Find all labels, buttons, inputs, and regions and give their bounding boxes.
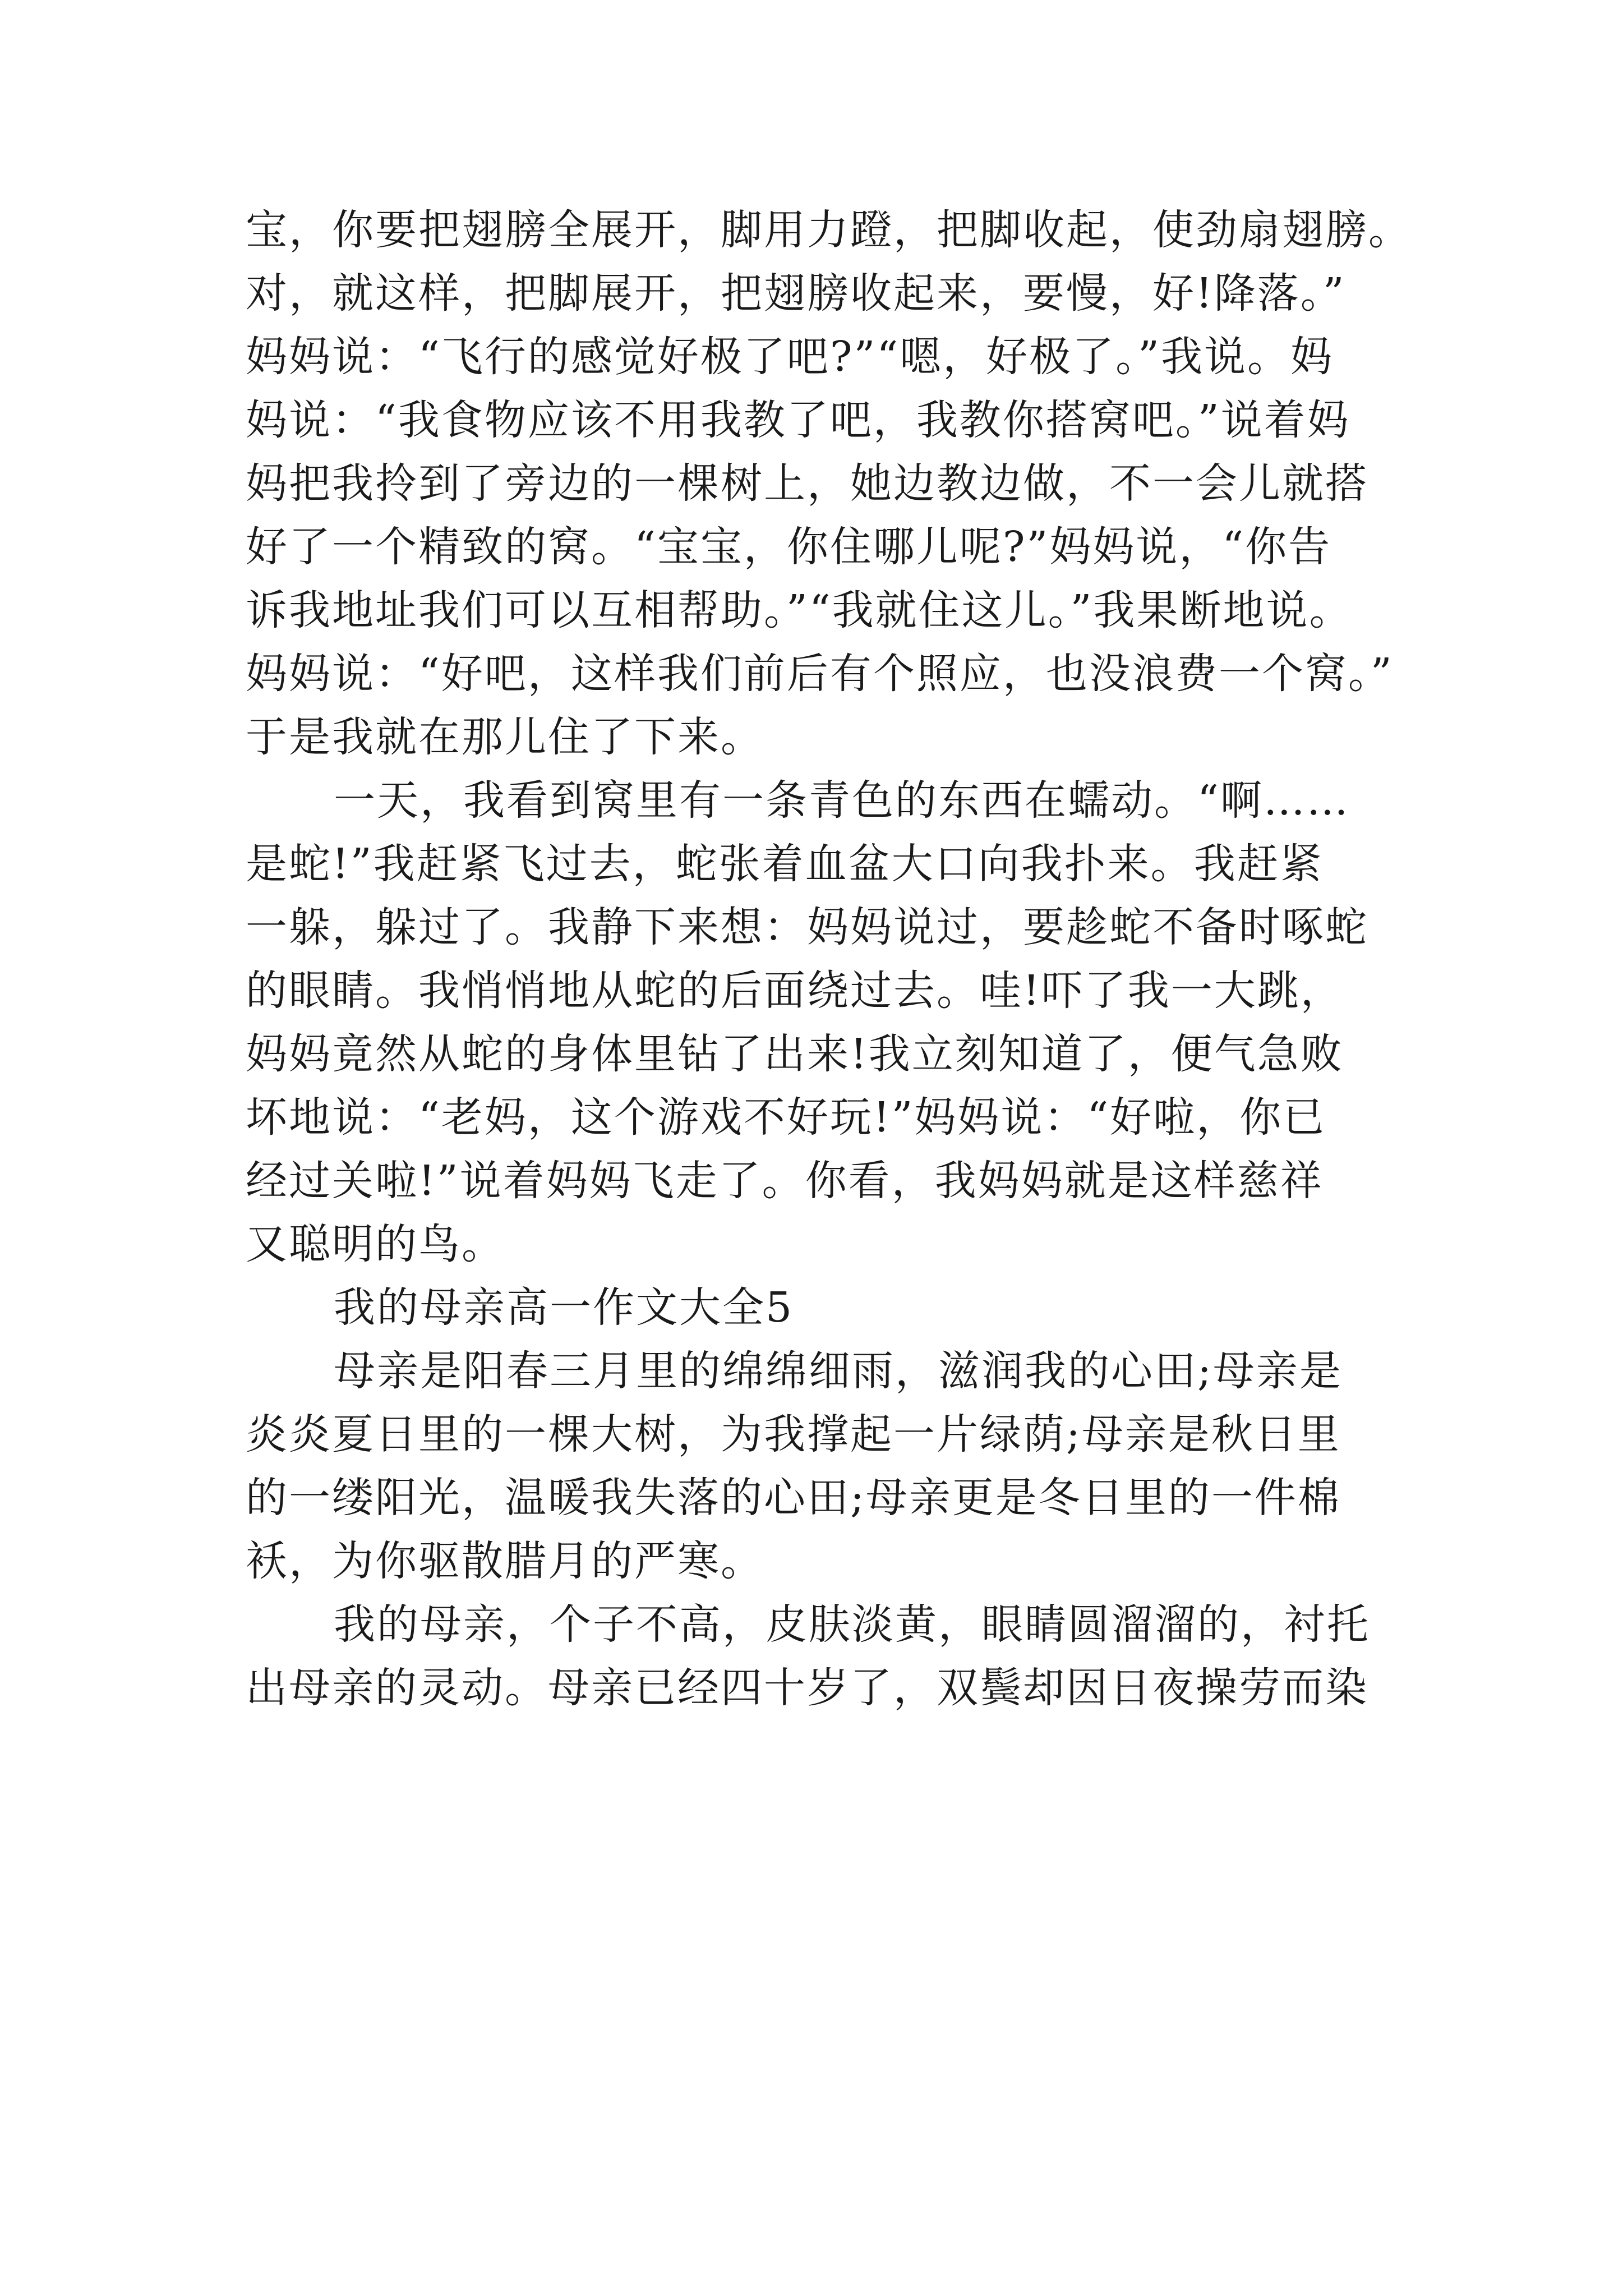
text-line: 的眼睛。我悄悄地从蛇的后面绕过去。哇!吓了我一大跳， [246, 967, 1344, 1015]
text-line: 炎炎夏日里的一棵大树，为我撑起一片绿荫;母亲是秋日里 [246, 1410, 1341, 1458]
paragraph-start-line: 一天，我看到窝里有一条青色的东西在蠕动。“啊…… [334, 776, 1350, 825]
text-line: 坏地说：“老妈，这个游戏不好玩!”妈妈说：“好啦，你已 [246, 1093, 1326, 1142]
text-line: 妈把我拎到了旁边的一棵树上，她边教边做，不一会儿就搭 [246, 459, 1368, 508]
paragraph-start-line: 我的母亲，个子不高，皮肤淡黄，眼睛圆溜溜的，衬托 [334, 1600, 1370, 1649]
text-line: 宝，你要把翅膀全展开，脚用力蹬，把脚收起，使劲扇翅膀。 [246, 206, 1412, 254]
section-heading: 我的母亲高一作文大全5 [334, 1283, 794, 1332]
text-line: 好了一个精致的窝。“宝宝，你住哪儿呢?”妈妈说，“你告 [246, 523, 1332, 571]
text-line: 妈妈说：“飞行的感觉好极了吧?”“嗯，好极了。”我说。妈 [246, 333, 1334, 381]
text-line: 妈妈竟然从蛇的身体里钻了出来!我立刻知道了，便气急败 [246, 1030, 1344, 1078]
text-line: 诉我地址我们可以互相帮助。”“我就住这儿。”我果断地说。 [246, 586, 1353, 634]
text-line: 一躲，躲过了。我静下来想：妈妈说过，要趁蛇不备时啄蛇 [246, 903, 1368, 951]
text-line: 妈妈说：“好吧，这样我们前后有个照应，也没浪费一个窝。” [246, 650, 1394, 698]
text-line: 的一缕阳光，温暖我失落的心田;母亲更是冬日里的一件棉 [246, 1474, 1341, 1522]
text-line: 经过关啦!”说着妈妈飞走了。你看，我妈妈就是这样慈祥 [246, 1157, 1324, 1205]
text-line: 妈说：“我食物应该不用我教了吧，我教你搭窝吧。”说着妈 [246, 396, 1350, 444]
text-line: 袄，为你驱散腊月的严寒。 [246, 1537, 764, 1585]
paragraph-start-line: 母亲是阳春三月里的绵绵细雨，滋润我的心田;母亲是 [334, 1347, 1343, 1395]
text-line: 对，就这样，把脚展开，把翅膀收起来，要慢，好!降落。” [246, 269, 1346, 318]
text-line: 是蛇!”我赶紧飞过去，蛇张着血盆大口向我扑来。我赶紧 [246, 840, 1324, 888]
text-line: 出母亲的灵动。母亲已经四十岁了，双鬓却因日夜操劳而染 [246, 1664, 1368, 1712]
text-line: 于是我就在那儿住了下来。 [246, 713, 764, 761]
text-line: 又聪明的鸟。 [246, 1220, 505, 1268]
